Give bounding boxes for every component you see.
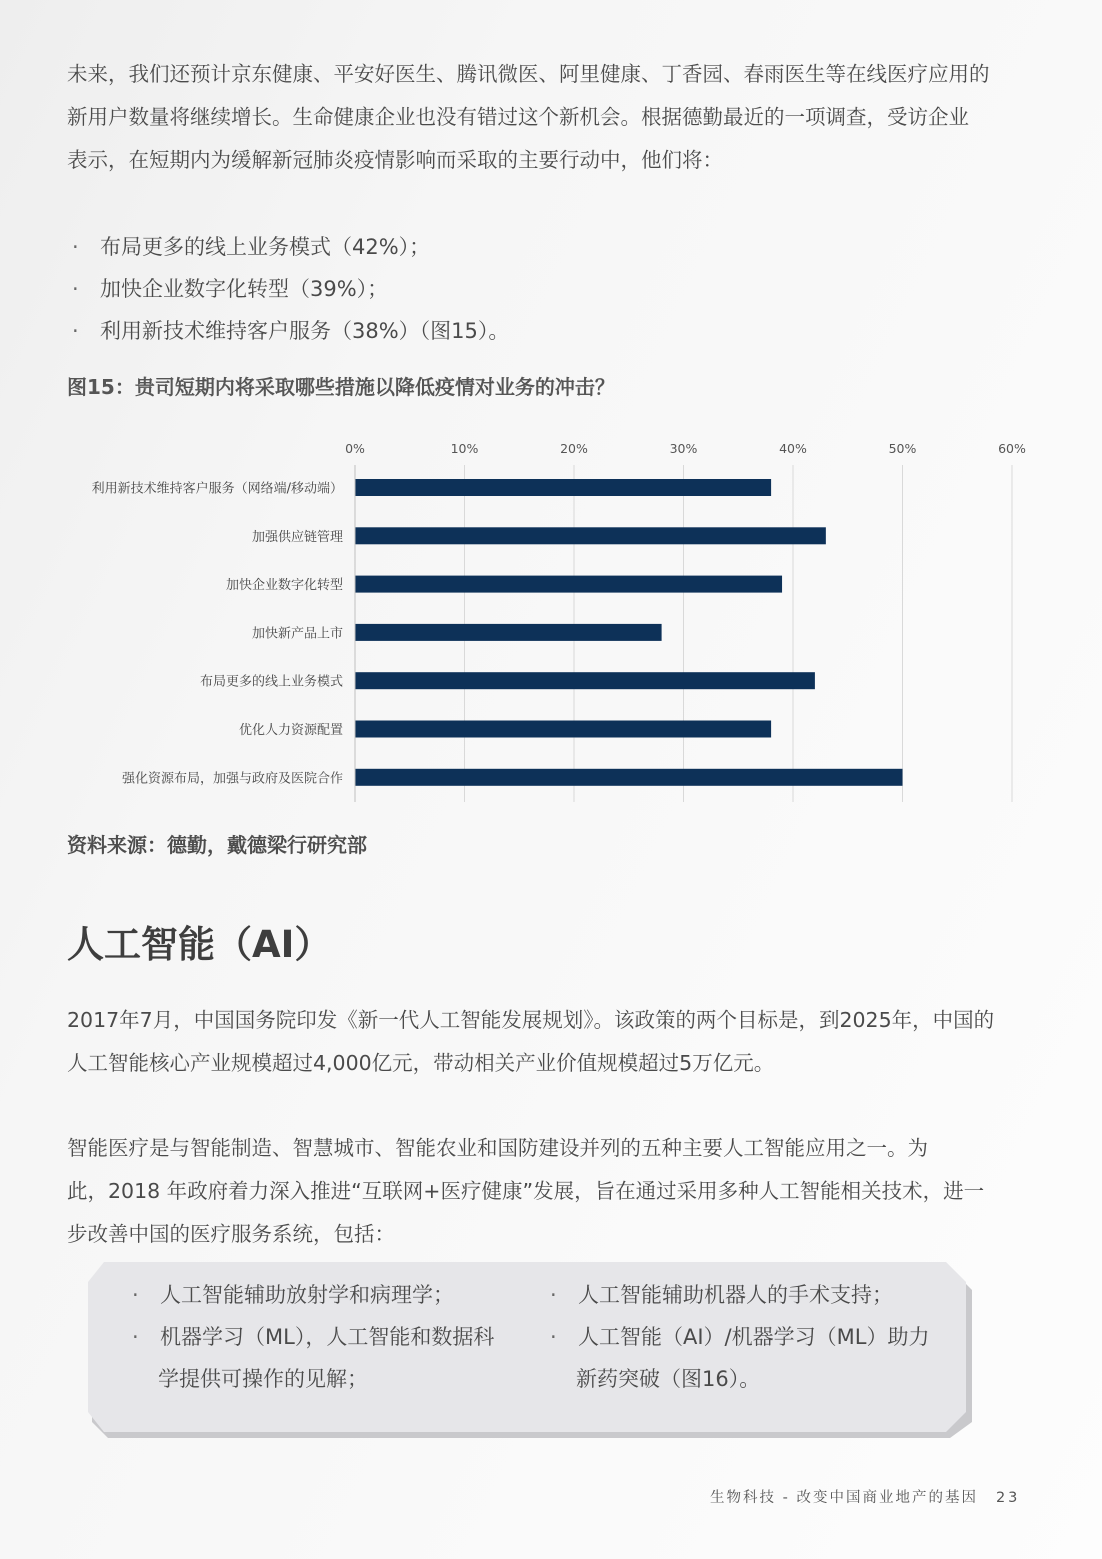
bullet-text: 布局更多的线上业务模式（42%）； xyxy=(100,235,431,259)
box-left-column xyxy=(132,1274,494,1400)
box-item-text: 人工智能辅助机器人的手术支持； xyxy=(578,1283,893,1307)
intro-line: 未来，我们还预计京东健康、平安好医生、腾讯微医、阿里健康、丁香园、春雨医生等在线医疗应用的 xyxy=(67,62,990,86)
bullet-item xyxy=(72,310,509,352)
box-item-text: 人工智能辅助放射学和病理学； xyxy=(160,1283,454,1307)
figure-source: 资料来源：德勤，戴德梁行研究部 xyxy=(67,833,367,857)
x-tick-label: 0% xyxy=(345,441,365,456)
bullet-marker: · xyxy=(550,1283,557,1307)
category-label: 强化资源布局，加强与政府及医院合作 xyxy=(121,771,343,787)
bar xyxy=(355,576,782,593)
paragraph-line: 2017年7月，中国国务院印发《新一代人工智能发展规划》。该政策的两个目标是，到2025年，中国的 xyxy=(67,1008,995,1032)
bullet-marker: · xyxy=(72,235,79,259)
bar xyxy=(355,769,903,786)
figure-title: 图15：贵司短期内将采取哪些措施以降低疫情对业务的冲击？ xyxy=(67,375,615,399)
bar xyxy=(355,479,771,496)
category-label: 利用新技术维持客户服务（网络端/移动端） xyxy=(91,481,343,497)
bar-chart xyxy=(0,430,1102,810)
box-item-continuation: 学提供可操作的见解； xyxy=(158,1367,368,1391)
category-label: 加强供应链管理 xyxy=(251,529,343,545)
box-item-continuation: 新药突破（图16）。 xyxy=(576,1367,761,1391)
page-footer xyxy=(710,1486,1020,1510)
footer-title: 生物科技 - 改变中国商业地产的基因 xyxy=(710,1490,978,1506)
paragraph-line: 人工智能核心产业规模超过4,000亿元，带动相关产业价值规模超过5万亿元。 xyxy=(67,1051,775,1075)
x-tick-label: 20% xyxy=(560,441,588,456)
category-label: 优化人力资源配置 xyxy=(238,723,343,738)
ai-policy-paragraph xyxy=(67,999,1027,1085)
box-item xyxy=(550,1274,929,1316)
x-tick-label: 40% xyxy=(779,441,807,456)
bullet-marker: · xyxy=(132,1283,139,1307)
page-number: 23 xyxy=(995,1490,1021,1506)
x-tick-label: 10% xyxy=(450,441,479,456)
paragraph-line: 此，2018 年政府着力深入推进“互联网+医疗健康”发展，旨在通过采用多种人工智能相关技术，进一 xyxy=(67,1179,985,1203)
action-bullet-list xyxy=(72,226,509,352)
bullet-marker: · xyxy=(72,277,79,301)
bullet-item xyxy=(72,268,509,310)
box-item xyxy=(132,1274,494,1316)
x-tick-label: 30% xyxy=(669,441,698,456)
bullet-marker: · xyxy=(132,1325,139,1349)
box-item-text: 人工智能（AI）/机器学习（ML）助力 xyxy=(578,1325,930,1349)
bar xyxy=(355,624,662,641)
intro-line: 新用户数量将继续增长。生命健康企业也没有错过这个新机会。根据德勤最近的一项调查，受访企业 xyxy=(67,105,969,129)
bullet-item xyxy=(72,226,509,268)
paragraph-line: 智能医疗是与智能制造、智慧城市、智能农业和国防建设并列的五种主要人工智能应用之一。为 xyxy=(67,1136,928,1160)
x-tick-label: 50% xyxy=(888,441,917,456)
box-item xyxy=(550,1316,929,1358)
x-tick-label: 60% xyxy=(998,441,1026,456)
box-item xyxy=(132,1316,494,1358)
bar xyxy=(355,672,815,689)
category-label: 布局更多的线上业务模式 xyxy=(199,674,343,690)
smart-healthcare-paragraph xyxy=(67,1127,1027,1256)
ai-applications-box xyxy=(88,1262,968,1432)
bar xyxy=(355,721,771,738)
section-heading: 人工智能（AI） xyxy=(67,923,332,966)
bar xyxy=(355,527,826,544)
bullet-marker: · xyxy=(550,1325,557,1349)
bullet-text: 加快企业数字化转型（39%）； xyxy=(100,277,389,301)
box-item-text: 机器学习（ML），人工智能和数据科 xyxy=(160,1325,495,1349)
intro-line: 表示，在短期内为缓解新冠肺炎疫情影响而采取的主要行动中，他们将： xyxy=(67,148,723,172)
paragraph-line: 步改善中国的医疗服务系统，包括： xyxy=(67,1222,395,1246)
box-right-column xyxy=(550,1274,929,1400)
bullet-marker: · xyxy=(72,319,79,343)
bullet-text: 利用新技术维持客户服务（38%）（图15）。 xyxy=(100,319,510,343)
category-label: 加快企业数字化转型 xyxy=(225,578,343,594)
intro-paragraph xyxy=(67,53,1027,182)
category-label: 加快新产品上市 xyxy=(251,626,343,642)
